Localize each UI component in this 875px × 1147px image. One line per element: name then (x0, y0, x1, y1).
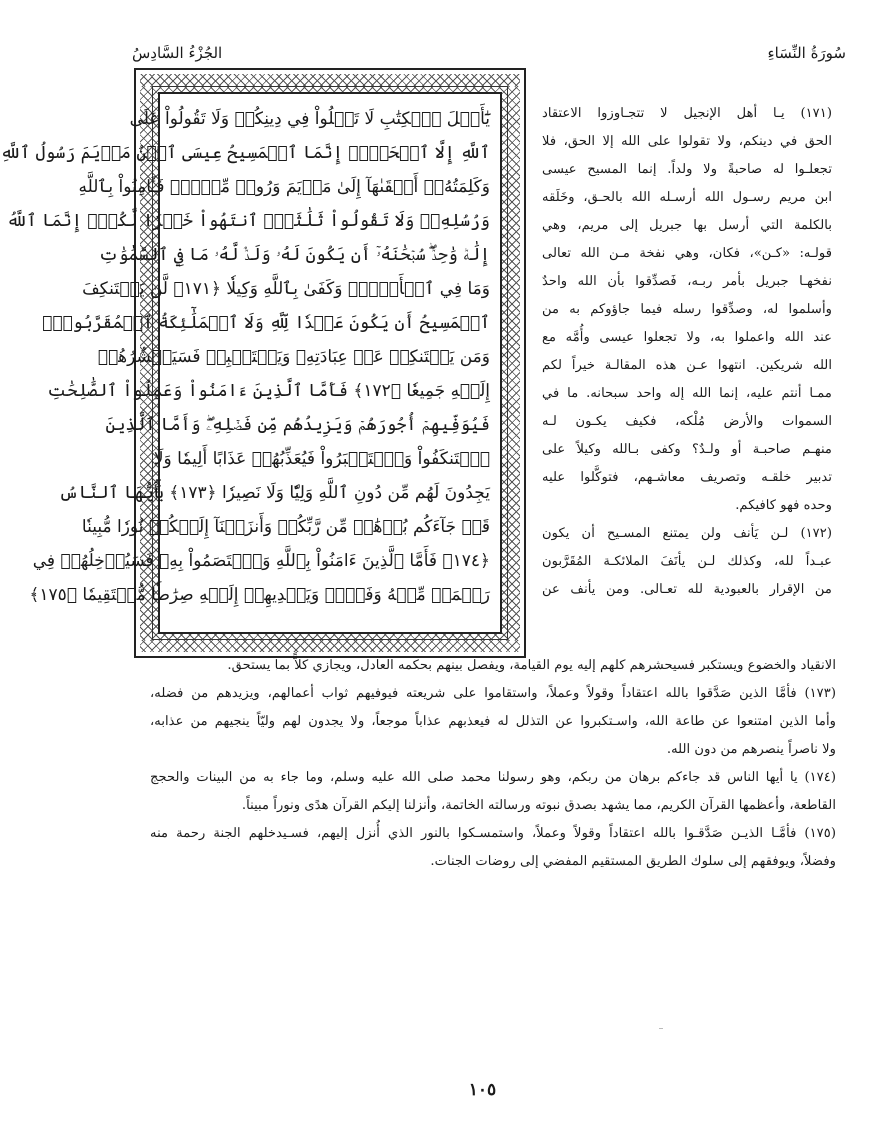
verse-line: وَمَن يَسۡتَنكِفۡ عَنۡ عِبَادَتِهِۦ وَيَسۡتَكۡبِرۡ فَسَيَحۡشُرُهُمۡ (97, 347, 490, 367)
commentary-full-width (150, 652, 836, 876)
commentary-line: الحق في دينكم، ولا تقولوا على الله إلا الحق، فلا (542, 134, 832, 149)
verse-line: إِلَيۡهِ جَمِيعٗا ﴿١٧٢﴾ فَأَمَّا ٱلَّذِينَ ءَامَنُواْ وَعَمِلُواْ ٱلصَّٰلِحَٰتِ (47, 381, 490, 401)
commentary-line: (١٧٤) يا أيها الناس قد جاءكم برهان من ربكم، وهو رسولنا محمد صلى الله عليه وسلم، وما جاء به من البينات والحجج (150, 770, 836, 785)
commentary-line: الانقياد والخضوع ويستكبر فسيحشرهم كلهم إليه يوم القيامة، ويفصل بينهم بحكمه العادل، ويجازي كلاًّ بما يستحق. (227, 658, 836, 673)
verse-line: رَحۡمَةٖ مِّنۡهُ وَفَضۡلٖ وَيَهۡدِيهِمۡ إِلَيۡهِ صِرَٰطٗا مُّسۡتَقِيمٗا ﴿١٧٥﴾ (29, 585, 490, 605)
commentary-line: الله شريكين. انتهوا عـن هذه المقالـة خيراً لكم (542, 358, 832, 373)
verse-line: يَجِدُونَ لَهُم مِّن دُونِ ٱللَّهِ وَلِيّٗا وَلَا نَصِيرٗا ﴿١٧٣﴾ يَٰٓأَيُّهَا ٱلنَّاسُ (58, 483, 490, 503)
commentary-line: القاطعة، وأعظمها القرآن الكريم، مما يشهد بصدق نبوته ورسالته الخاتمة، وأنزلنا إليكم القرآن هدًى ونوراً مبيناً. (241, 798, 836, 813)
commentary-line: عند الله واعملوا به، ولا تجعلوا عيسى وأُمَّه مع (542, 330, 832, 345)
verse-line: وَمَا فِي ٱلۡأَرۡضِۗ وَكَفَىٰ بِٱللَّهِ وَكِيلٗا ﴿١٧١﴾ لَّن يَسۡتَنكِفَ (82, 279, 490, 299)
verse-line: فَيُوَفِّيهِمۡ أُجُورَهُمۡ وَيَزِيدُهُم مِّن فَضۡلِهِۦۖ وَأَمَّا ٱلَّذِينَ (105, 415, 490, 435)
quran-frame (0, 68, 526, 658)
commentary-line: (١٧٢) لـن يَأنف ولن يمتنع المسـيح أن يكون (542, 526, 832, 541)
ornamental-border (0, 74, 520, 652)
commentary-line: من الإقرار بالعبودية لله تعـالى. ومن يأنف عن (542, 582, 832, 597)
commentary-line: وفضلاً، ويوفقهم إلى سلوك الطريق المستقيم المفضي إلى روضات الجنات. (430, 854, 836, 869)
commentary-line: تجعلـوا له صاحبةً ولا ولداً. إنما المسيح عيسى (542, 162, 832, 177)
scan-speck (659, 1028, 663, 1029)
verse-line: ﴿١٧٤﴾ فَأَمَّا ٱلَّذِينَ ءَامَنُواْ بِٱللَّهِ وَٱعۡتَصَمُواْ بِهِۦ فَسَيُدۡخِلُهُمۡ فِي (32, 551, 490, 571)
commentary-line: نفخهـا جبريل بأمر ربـه، فَصدِّقوا بأن الله واحدٌ (542, 274, 832, 289)
verse-line: ٱسۡتَنكَفُواْ وَٱسۡتَكۡبَرُواْ فَيُعَذِّبُهُمۡ عَذَابًا أَلِيمٗا وَلَا (153, 449, 490, 469)
surah-title: سُورَةُ النِّسَاءِ (767, 44, 846, 62)
commentary-line: قولـه: «كـن»، فكان، وهي نفخة مـن الله تعالى (542, 246, 832, 261)
page-header (132, 44, 846, 66)
commentary-line: ممـا أنتم عليه، إنما الله إله واحد سبحانه. ما في (542, 386, 832, 401)
commentary-line: بالكلمة التي أرسل بها جبريل إلى مريم، وهي (542, 218, 832, 233)
commentary-line: (١٧٣) فأمَّا الذين صَدَّقوا بالله اعتقاداً وقولاً وعملاً، واستقاموا على شريعته فيوفيهم ثواب أعمالهم، ويزيدهم من فضله، (150, 686, 836, 701)
commentary-line: (١٧٥) فأمَّـا الذيـن صَدَّقـوا بالله اعتقاداً وقولاً وعملاً، واستمسـكوا بالنور الذي أُنزل إليهم، فسـيدخلهم الجنة رحمة منه (150, 826, 836, 841)
page-number: ١٠٥ (468, 1080, 497, 1100)
commentary-line: ابن مريم رسـول الله أرسـله الله بالحـق، وخَلَقه (542, 190, 832, 205)
verse-line: إِلَٰهٞ وَٰحِدٞۖ سُبۡحَٰنَهُۥٓ أَن يَكُونَ لَهُۥ وَلَدٞۘ لَّهُۥ مَا فِي ٱلسَّمَٰوَٰتِ (98, 245, 490, 265)
commentary-line: (١٧١) يـا أهل الإنجيل لا تتجـاوزوا الاعتقاد (542, 106, 832, 121)
commentary-line: وأسلموا له، وصدِّقوا رسله فيما جاؤوكم به من (542, 302, 832, 317)
commentary-line: عبـداً لله، وكذلك لـن يأنَفَ الملائكـة المُقَرَّبون (542, 554, 832, 569)
commentary-line: وأما الذين امتنعوا عن طاعة الله، واسـتكبروا عن التذلل له فيعذبهم عذاباً موجعاً، ولا يجدون لهم وليّاً ينجيهم من عذابه، (150, 714, 836, 729)
verse-line: وَرُسُلِهِۦۖ وَلَا تَقُولُواْ ثَلَٰثَةٌۚ ٱنتَهُواْ خَيۡرٗا لَّكُمۡۚ إِنَّمَا ٱللَّهُ (6, 211, 490, 231)
verse-line: يَٰٓأَهۡلَ ٱلۡكِتَٰبِ لَا تَغۡلُواْ فِي دِينِكُمۡ وَلَا تَقُولُواْ عَلَى (129, 109, 490, 129)
verse-line: ٱلۡمَسِيحُ أَن يَكُونَ عَبۡدٗا لِّلَّهِ وَلَا ٱلۡمَلَٰٓئِكَةُ ٱلۡمُقَرَّبُونَۚ (42, 313, 490, 333)
verse-line: ٱللَّهِ إِلَّا ٱلۡحَقَّۚ إِنَّمَا ٱلۡمَسِيحُ عِيسَى ٱبۡنُ مَرۡيَمَ رَسُولُ ٱللَّهِ (0, 143, 490, 163)
commentary-line: منهـم صاحبـة أو ولـدٌ؟ وكفى بـالله وكيلاً على (542, 442, 832, 457)
commentary-line: ولا ناصراً ينصرهم من دون الله. (666, 742, 836, 757)
verse-line: قَدۡ جَآءَكُم بُرۡهَٰنٞ مِّن رَّبِّكُمۡ وَأَنزَلۡنَآ إِلَيۡكُمۡ نُورٗا مُّبِينٗا (81, 517, 490, 537)
verse-line: وَكَلِمَتُهُۥٓ أَلۡقَىٰهَآ إِلَىٰ مَرۡيَمَ وَرُوحٞ مِّنۡهُۖ فَـَٔامِنُواْ بِٱللَّهِ (78, 177, 490, 197)
verse-box (0, 92, 502, 634)
commentary-line: السموات والأرض مُلْكه، فكيف يكـون لـه (542, 414, 832, 429)
commentary-line: تدبير خلقـه وتصريف معاشـهم، فتوكَّلوا عليه (542, 470, 832, 485)
juz-title: الجُزْءُ السَّادِسُ (132, 44, 223, 62)
commentary-line: وحده فهو كافيكم. (735, 498, 832, 513)
commentary-side-column (542, 100, 832, 604)
